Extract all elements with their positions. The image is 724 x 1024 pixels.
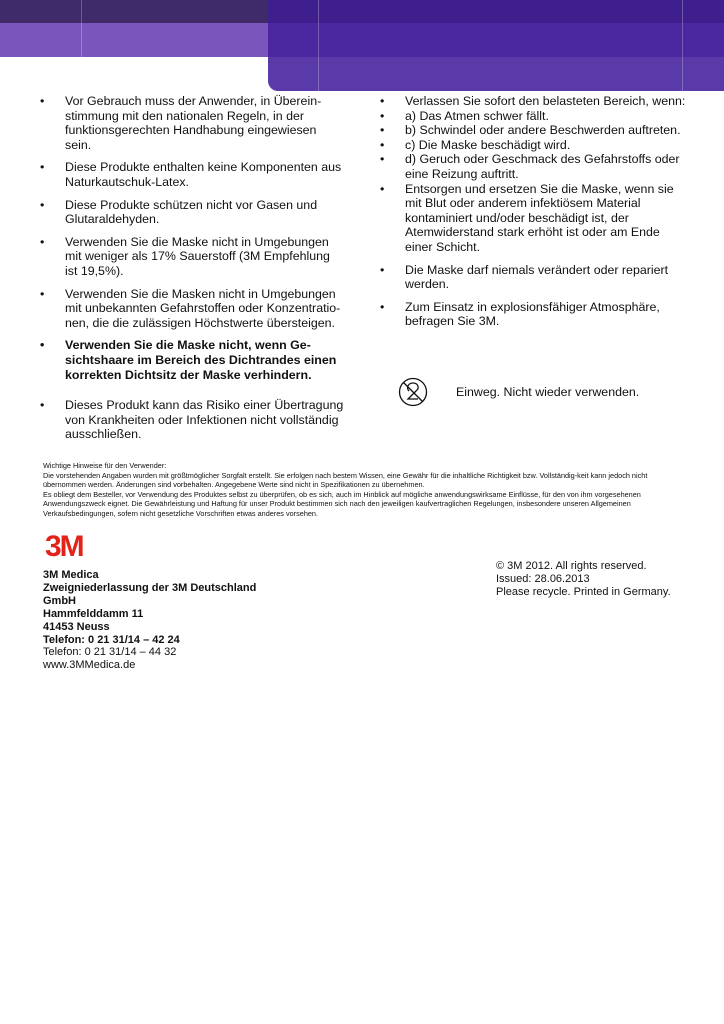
website-link[interactable]: www.3MMedica.de bbox=[43, 659, 136, 672]
svg-text:3M: 3M bbox=[45, 532, 83, 558]
list-item bbox=[380, 123, 690, 138]
bullet: • bbox=[40, 338, 45, 353]
banner-block bbox=[268, 23, 724, 57]
banner-block bbox=[0, 0, 268, 23]
item-text: Entsorgen und ersetzen Sie die Maske, wenn sie mit Blut oder anderem infektiösem Material kontaminiert und/oder beschädigt ist, der Atemwiderstand stark erhöht ist oder am Ende einer Schicht. bbox=[405, 181, 674, 254]
item-text: Zum Einsatz in explosionsfähiger Atmosphäre, befragen Sie 3M. bbox=[405, 299, 660, 329]
bullet: • bbox=[380, 152, 385, 167]
item-text: Diese Produkte enthalten keine Komponenten aus Naturkautschuk-Latex. bbox=[65, 160, 342, 189]
list-item bbox=[380, 263, 690, 292]
list-item bbox=[40, 198, 345, 227]
banner-divider bbox=[318, 0, 319, 91]
list-item bbox=[40, 287, 345, 331]
item-text: Dieses Produkt kann das Risiko einer Übertragung von Krankheiten oder Infektionen nicht vollständig ausschließen. bbox=[65, 398, 344, 442]
city: 41453 Neuss bbox=[43, 620, 110, 633]
item-text: Verwenden Sie die Masken nicht in Umgebungen mit unbekannten Gefahrstoffen oder Konzentratio-nen, die die zulässigen Höchstwerte übersteigen. bbox=[65, 286, 341, 330]
notice-title: Wichtige Hinweise für den Verwender: bbox=[43, 461, 167, 470]
single-use-notice bbox=[398, 377, 639, 407]
bullet: • bbox=[380, 108, 385, 123]
bullet: • bbox=[40, 160, 45, 175]
item-text: Verlassen Sie sofort den belasteten Bereich, wenn: bbox=[405, 94, 686, 108]
left-column bbox=[40, 94, 345, 442]
user-notice bbox=[43, 461, 683, 519]
banner-block bbox=[268, 0, 724, 23]
item-text: c) Die Maske beschädigt wird. bbox=[405, 137, 571, 152]
bullet: • bbox=[40, 398, 45, 413]
list-item-warning bbox=[40, 338, 345, 382]
list-item bbox=[380, 138, 690, 153]
list-item bbox=[40, 398, 345, 442]
list-item bbox=[40, 160, 345, 189]
item-text: Die Maske darf niemals verändert oder repariert werden. bbox=[405, 262, 669, 292]
legal-info bbox=[496, 560, 671, 599]
item-text: d) Geruch oder Geschmack des Gefahrstoffs oder eine Reizung auftritt. bbox=[405, 152, 680, 181]
bullet: • bbox=[380, 262, 385, 277]
right-column bbox=[380, 94, 690, 329]
notice-body: Die vorstehenden Angaben wurden mit größtmöglicher Sorgfalt erstellt. Sie erfolgen nach bestem Wissen, eine Gewähr für die inhaltliche Richtigkeit bzw. Vollständig-keit kann jedoch nicht übernommen werden. Änderungen sind vorbehalten. Angegebene Werte sind nicht in Spezifikationen zu übernehmen. bbox=[43, 470, 648, 490]
list-item bbox=[380, 300, 690, 329]
bullet: • bbox=[380, 181, 385, 196]
company-address bbox=[43, 569, 273, 672]
list-item bbox=[380, 152, 690, 181]
company-name: 3M Medica bbox=[43, 569, 99, 581]
bullet: • bbox=[40, 197, 45, 212]
bullet: • bbox=[40, 234, 45, 249]
copyright: © 3M 2012. All rights reserved. bbox=[496, 560, 647, 572]
item-text: a) Das Atmen schwer fällt. bbox=[405, 108, 549, 123]
item-text: Vor Gebrauch muss der Anwender, in Überein-stimmung mit den nationalen Regeln, in der funktionsgerechten Handhabung eingewiesen sein. bbox=[65, 94, 322, 152]
do-not-reuse-icon bbox=[398, 377, 428, 407]
street: Hammfelddamm 11 bbox=[43, 607, 144, 620]
phone: Telefon: 0 21 31/14 – 42 24 bbox=[43, 633, 180, 646]
fax: Telefon: 0 21 31/14 – 44 32 bbox=[43, 646, 177, 659]
bullet: • bbox=[380, 299, 385, 314]
banner-divider bbox=[682, 0, 683, 91]
list-item bbox=[380, 94, 690, 109]
bullet: • bbox=[40, 286, 45, 301]
company-branch: Zweigniederlassung der 3M Deutschland GmbH bbox=[43, 581, 257, 607]
list-item bbox=[380, 182, 690, 255]
item-text: Diese Produkte schützen nicht vor Gasen und Glutaraldehyden. bbox=[65, 197, 318, 227]
item-text: Verwenden Sie die Maske nicht in Umgebungen mit weniger als 17% Sauerstoff (3M Empfehlung ist 19,5%). bbox=[65, 234, 330, 278]
notice-body-2: Es obliegt dem Besteller, vor Verwendung des Produktes selbst zu überprüfen, ob es sich, auch im Hinblick auf mögliche anwendungswirksame Einflüsse, für den von ihm vorgesehenen Anwendungszweck eignet. Die Gewährleistung und Haftung für unser Produkt bestimmen sich nach den jeweiligen kaufvertraglichen Regelungen, insbesondere unseren Allgemeinen Verkaufsbedingungen, sofern nicht gesetzliche Vorschriften etwas anderes vorsehen. bbox=[43, 489, 641, 518]
list-item bbox=[380, 109, 690, 124]
3m-logo-mark bbox=[45, 532, 95, 558]
banner-block bbox=[0, 23, 268, 57]
header-banner bbox=[0, 0, 724, 92]
single-use-text: Einweg. Nicht wieder verwenden. bbox=[456, 385, 640, 399]
banner-divider bbox=[81, 0, 82, 57]
item-text: Verwenden Sie die Maske nicht, wenn Ge-sichtshaare im Bereich des Dichtrandes einen korrekten Dichtsitz der Maske verhindern. bbox=[65, 338, 337, 382]
3m-logo bbox=[45, 532, 95, 563]
issued-date: Issued: 28.06.2013 bbox=[496, 572, 590, 585]
recycle-note: Please recycle. Printed in Germany. bbox=[496, 585, 671, 598]
list-item bbox=[40, 235, 345, 279]
item-text: b) Schwindel oder andere Beschwerden auftreten. bbox=[405, 123, 681, 138]
list-item bbox=[40, 94, 345, 152]
bullet: • bbox=[380, 94, 385, 108]
bullet: • bbox=[380, 137, 385, 152]
bullet: • bbox=[380, 123, 385, 138]
bullet: • bbox=[40, 94, 45, 108]
